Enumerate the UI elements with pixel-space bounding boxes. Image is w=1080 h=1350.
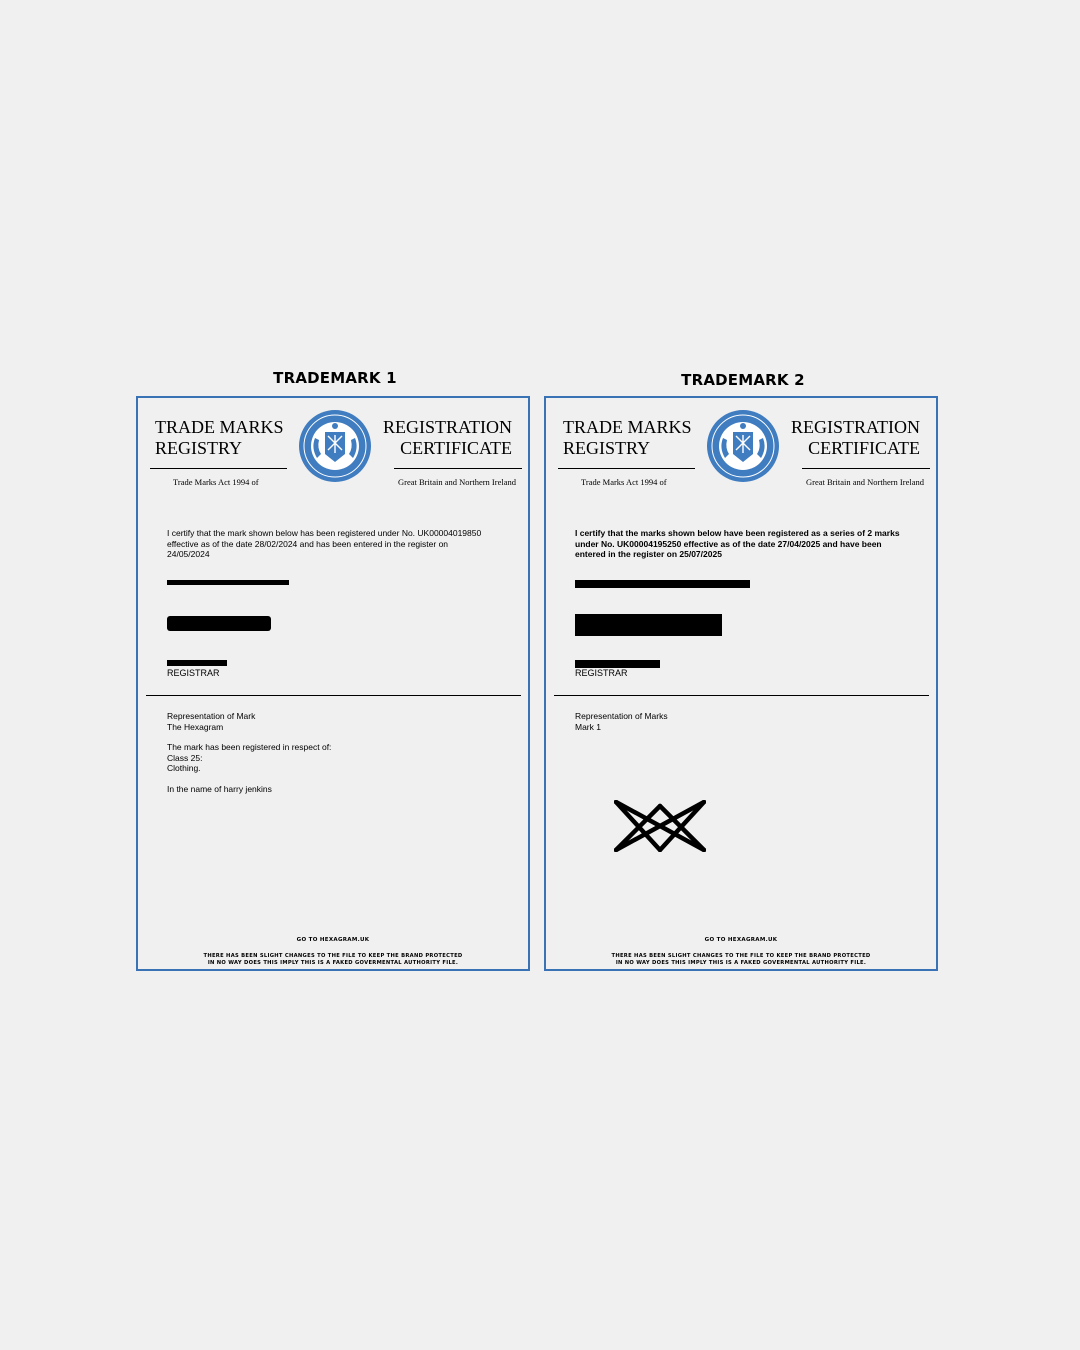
region-label: Great Britain and Northern Ireland xyxy=(805,477,924,487)
representation-section: Representation of Marks Mark 1 xyxy=(575,711,668,732)
section-divider xyxy=(554,695,929,696)
act-label: Trade Marks Act 1994 of xyxy=(173,477,259,487)
footer-link[interactable]: GO TO HEXAGRAM.UK xyxy=(296,937,370,943)
certificate-title: REGISTRATION CERTIFICATE xyxy=(383,417,512,458)
divider-right xyxy=(394,468,522,469)
divider-left xyxy=(150,468,287,469)
certificate-1-heading: TRADEMARK 1 xyxy=(273,369,397,387)
certificate-2 xyxy=(544,396,938,971)
redacted-signature-line xyxy=(575,580,750,588)
certification-statement: I certify that the mark shown below has been registered under No. UK00004019850 effective as of the date 28/02/2024 and has been entered in the register on 24/05/2024 xyxy=(167,528,482,559)
redacted-signature-line xyxy=(167,580,289,585)
divider-right xyxy=(802,468,930,469)
hexagram-office-seal-icon xyxy=(297,408,373,484)
footer-disclaimer: THERE HAS BEEN SLIGHT CHANGES TO THE FILE TO KEEP THE BRAND PROTECTED IN NO WAY DOES THIS IMPLY THIS IS A FAKED GOVERMENTAL AUTHORITY FILE. xyxy=(611,953,871,966)
footer-disclaimer: THERE HAS BEEN SLIGHT CHANGES TO THE FILE TO KEEP THE BRAND PROTECTED IN NO WAY DOES THIS IMPLY THIS IS A FAKED GOVERMENTAL AUTHORITY FILE. xyxy=(203,953,463,966)
redacted-registrar-name xyxy=(575,660,660,668)
representation-section: Representation of Mark The Hexagram The mark has been registered in respect of: Class 25: Clothing. In the name of harry jenkins xyxy=(167,711,332,794)
region-label: Great Britain and Northern Ireland xyxy=(397,477,516,487)
certificate-1 xyxy=(136,396,530,971)
redacted-registrar-name xyxy=(167,660,227,666)
registrar-label: REGISTRAR xyxy=(575,668,628,678)
redacted-signature xyxy=(575,614,722,636)
hexagram-office-seal-icon xyxy=(705,408,781,484)
divider-left xyxy=(558,468,695,469)
certification-statement: I certify that the marks shown below have been registered as a series of 2 marks under No. UK00004195250 effective as of the date 27/04/2025 and have been entered in the register on 25/07/2025 xyxy=(575,528,900,559)
registry-title: TRADE MARKS REGISTRY xyxy=(155,417,284,458)
registry-title: TRADE MARKS REGISTRY xyxy=(563,417,692,458)
redacted-signature xyxy=(167,616,271,631)
hexagram-mark-icon xyxy=(614,800,706,852)
certificate-2-heading: TRADEMARK 2 xyxy=(681,371,805,389)
act-label: Trade Marks Act 1994 of xyxy=(581,477,667,487)
certificate-title: REGISTRATION CERTIFICATE xyxy=(791,417,920,458)
section-divider xyxy=(146,695,521,696)
registrar-label: REGISTRAR xyxy=(167,668,220,678)
footer-link[interactable]: GO TO HEXAGRAM.UK xyxy=(704,937,778,943)
